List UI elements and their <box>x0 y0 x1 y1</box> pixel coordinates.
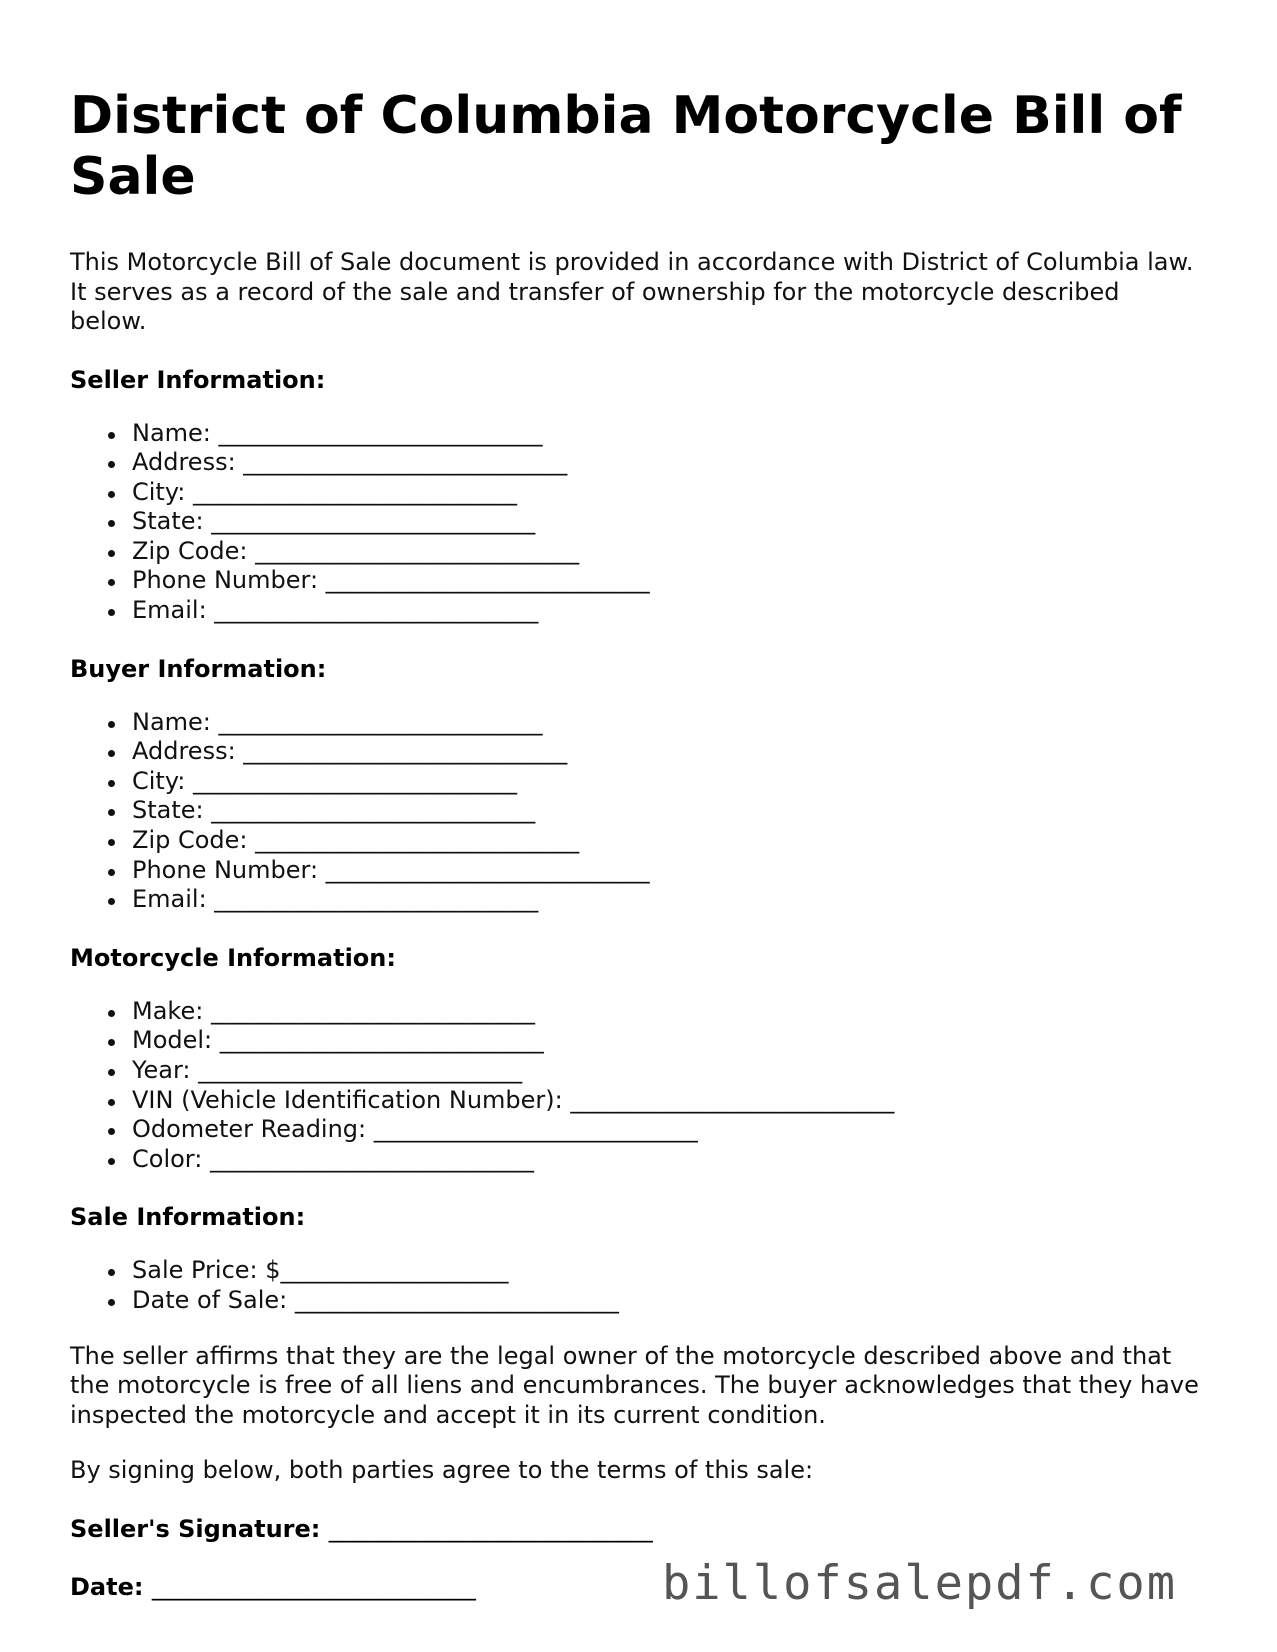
document-page <box>70 86 1200 1602</box>
date-label: Date: <box>70 1572 144 1601</box>
seller-state-field: State: ___________________________ <box>132 507 1200 537</box>
buyer-fields-list <box>70 708 1200 915</box>
motorcycle-make-field: Make: ___________________________ <box>132 997 1200 1027</box>
document-title: District of Columbia Motorcycle Bill of Sale <box>70 86 1182 207</box>
motorcycle-odometer-field: Odometer Reading: ___________________________ <box>132 1115 1200 1145</box>
sale-heading: Sale Information: <box>70 1203 306 1232</box>
motorcycle-color-field: Color: ___________________________ <box>132 1145 1200 1175</box>
seller-phone-field: Phone Number: ___________________________ <box>132 566 1200 596</box>
buyer-email-field: Email: ___________________________ <box>132 885 1200 915</box>
date-line: ___________________________ <box>151 1572 476 1601</box>
motorcycle-vin-field: VIN (Vehicle Identification Number): ___________________________ <box>132 1086 1200 1116</box>
intro-paragraph: This Motorcycle Bill of Sale document is provided in accordance with District of Columbia law. It serves as a record of the sale and transfer of ownership for the motorcycle described below. <box>70 248 1194 335</box>
watermark-text: billofsalepdf.com <box>661 1556 1177 1611</box>
buyer-address-field: Address: ___________________________ <box>132 737 1200 767</box>
sale-fields-list <box>70 1256 1200 1315</box>
buyer-zip-field: Zip Code: ___________________________ <box>132 826 1200 856</box>
motorcycle-year-field: Year: ___________________________ <box>132 1056 1200 1086</box>
seller-fields-list <box>70 419 1200 626</box>
motorcycle-fields-list <box>70 997 1200 1175</box>
seller-heading: Seller Information: <box>70 365 326 394</box>
buyer-state-field: State: ___________________________ <box>132 796 1200 826</box>
motorcycle-model-field: Model: ___________________________ <box>132 1026 1200 1056</box>
agreement-paragraph: By signing below, both parties agree to the terms of this sale: <box>70 1456 814 1485</box>
affirmation-paragraph: The seller affirms that they are the legal owner of the motorcycle described above and that the motorcycle is free of all liens and encumbrances. The buyer acknowledges that they have inspected the motorcycle and accept it in its current condition. <box>70 1341 1199 1429</box>
seller-city-field: City: ___________________________ <box>132 478 1200 508</box>
seller-email-field: Email: ___________________________ <box>132 596 1200 626</box>
seller-signature-label: Seller's Signature: <box>70 1514 321 1543</box>
seller-address-field: Address: ___________________________ <box>132 448 1200 478</box>
sale-date-field: Date of Sale: ___________________________ <box>132 1286 1200 1316</box>
buyer-city-field: City: ___________________________ <box>132 767 1200 797</box>
buyer-phone-field: Phone Number: ___________________________ <box>132 856 1200 886</box>
seller-name-field: Name: ___________________________ <box>132 419 1200 449</box>
seller-signature-line: ___________________________ <box>328 1514 653 1543</box>
seller-zip-field: Zip Code: ___________________________ <box>132 537 1200 567</box>
seller-signature-row <box>70 1514 1200 1544</box>
sale-price-field: Sale Price: $___________________ <box>132 1256 1200 1286</box>
buyer-heading: Buyer Information: <box>70 654 327 683</box>
buyer-name-field: Name: ___________________________ <box>132 708 1200 738</box>
motorcycle-heading: Motorcycle Information: <box>70 943 396 972</box>
